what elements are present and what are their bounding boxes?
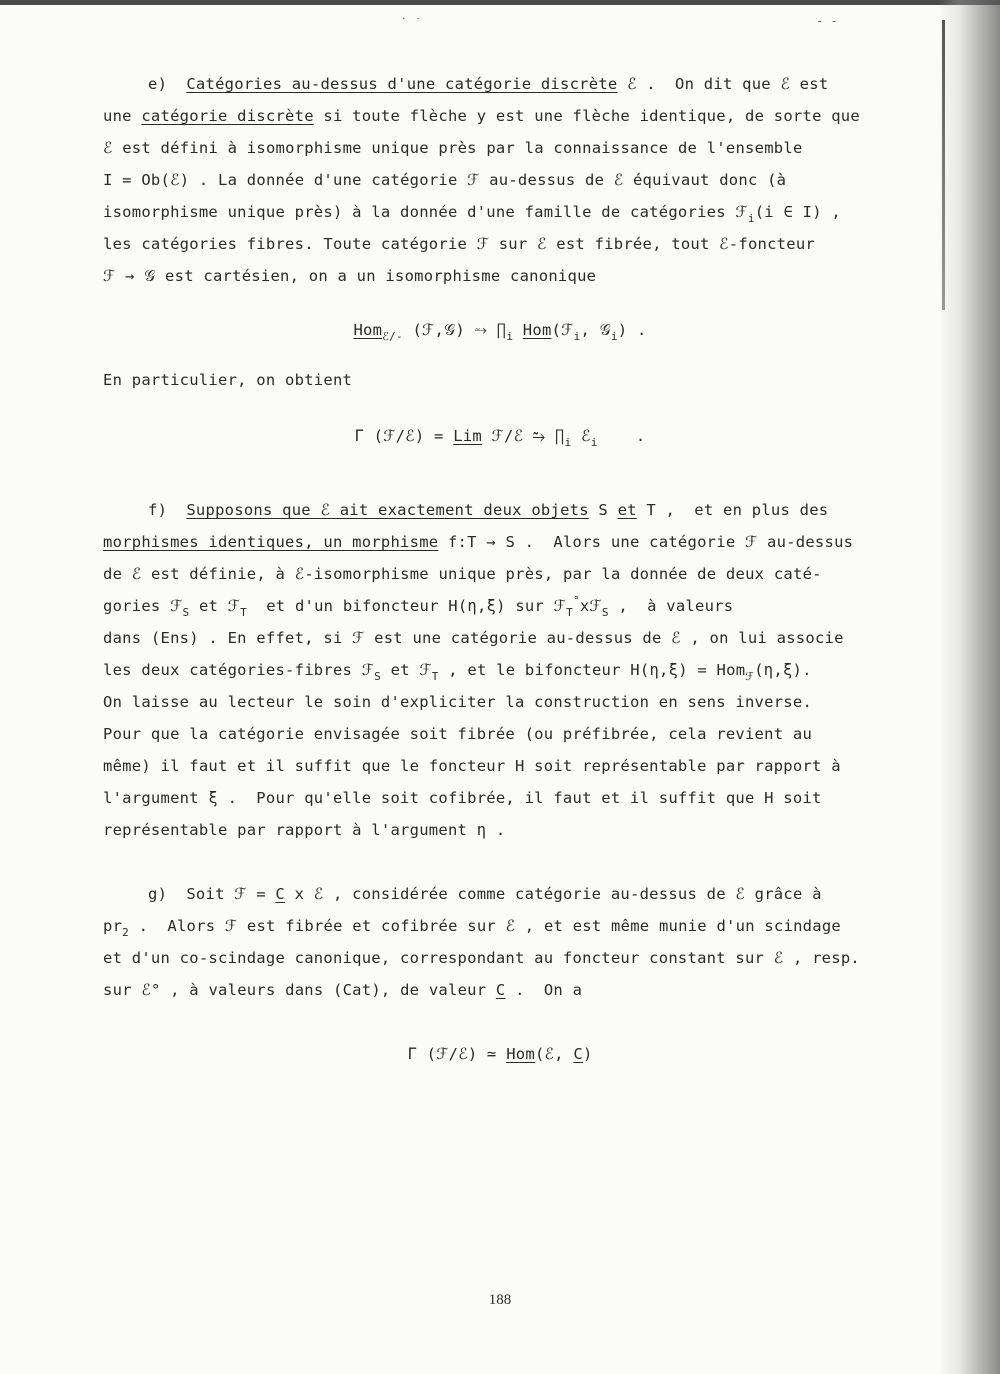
para-g-line-4: sur ℰ° , à valeurs dans (Cat), de valeur C . On a (103, 981, 583, 999)
para-e-line-6: les catégories fibres. Toute catégorie ℱ sur ℰ est fibrée, tout ℰ-foncteur (103, 235, 816, 253)
scan-speck: - - (816, 14, 838, 28)
scan-top-edge (0, 0, 1000, 5)
para-f-line-5: dans (Ens) . En effet, si ℱ est une catégorie au-dessus de ℰ , on lui associe (103, 629, 844, 647)
para-e-line-2: une catégorie discrète si toute flèche y est une flèche identique, de sorte que (103, 107, 860, 125)
para-g-line-2: $pr_2$ . Alors ℱ est fibrée et cofibrée sur ℰ , et est même munie d'un scindage (103, 917, 842, 939)
para-e-line-7: ℱ → 𝒢 est cartésien, on a un isomorphisme canonique (103, 267, 597, 285)
para-e-line-8: En particulier, on obtient (103, 371, 353, 389)
para-e-line-5: isomorphisme unique près) à la donnée d'une famille de catégories ℱ$_i$(i ∈ I) , (103, 203, 841, 225)
page-number: 188 (488, 1292, 512, 1308)
para-e-line-3: ℰ est défini à isomorphisme unique près par la connaissance de l'ensemble (103, 139, 803, 157)
para-f-line-1: f) Supposons que ℰ ait exactement deux objets S et T , et en plus des (148, 501, 829, 519)
para-e-line-4: I = Ob(ℰ) . La donnée d'une catégorie ℱ au-dessus de ℰ équivaut donc (à (103, 171, 787, 189)
scan-margin-mark (942, 20, 945, 310)
scan-speck: ˙ ˙ (400, 16, 422, 30)
para-f-line-9: même) il faut et il suffit que le foncteur H soit représentable par rapport à (103, 757, 841, 775)
para-f-line-2: morphismes identiques, un morphisme f:T → S . Alors une catégorie ℱ au-dessus (103, 533, 854, 551)
para-f-line-11: représentable par rapport à l'argument η . (103, 821, 506, 839)
para-f-line-10: l'argument ξ . Pour qu'elle soit cofibrée, il faut et il suffit que H soit (103, 789, 822, 807)
para-f-line-8: Pour que la catégorie envisagée soit fibrée (ou préfibrée, cela revient au (103, 725, 813, 743)
para-f-line-7: On laisse au lecteur le soin d'expliciter la construction en sens inverse. (103, 693, 813, 711)
para-g-line-3: et d'un co-scindage canonique, correspondant au foncteur constant sur ℰ , resp. (103, 949, 861, 967)
para-e-line-1: e) Catégories au-dessus d'une catégorie discrète ℰ . On dit que ℰ est (148, 75, 829, 93)
para-g-line-1: g) Soit ℱ = C x ℰ , considérée comme catégorie au-dessus de ℰ grâce à (148, 885, 822, 903)
scan-binding-shadow (938, 0, 1000, 1374)
formula-gamma-hom: Γ (ℱ/ℰ) ≃ Hom(ℰ, C) (407, 1045, 593, 1063)
para-f-line-3: de ℰ est définie, à ℰ-isomorphisme unique près, par la donnée de deux caté- (103, 565, 822, 583)
para-f-line-4: gories ℱ$_S$ et ℱ$_T$ et d'un bifoncteur H(η,ξ) sur ℱ$_T$°xℱ$_S$ , à valeurs (103, 594, 734, 619)
formula-gamma-lim: Γ (ℱ/ℰ) = Lim ℱ/ℰ ⥲ $\prod_i$ ℰ$_i$ . (354, 427, 646, 449)
formula-hom-product: Hom$_{ℰ/-}$ (ℱ,𝒢) ⥲ $\prod_i$ Hom(ℱ$_i$, 𝒢$_i$) . (353, 321, 647, 343)
para-f-line-6: les deux catégories-fibres ℱ$_S$ et ℱ$_T$ , et le bifoncteur H(η,ξ) = Hom$_ℱ$(η,ξ). (103, 661, 812, 683)
